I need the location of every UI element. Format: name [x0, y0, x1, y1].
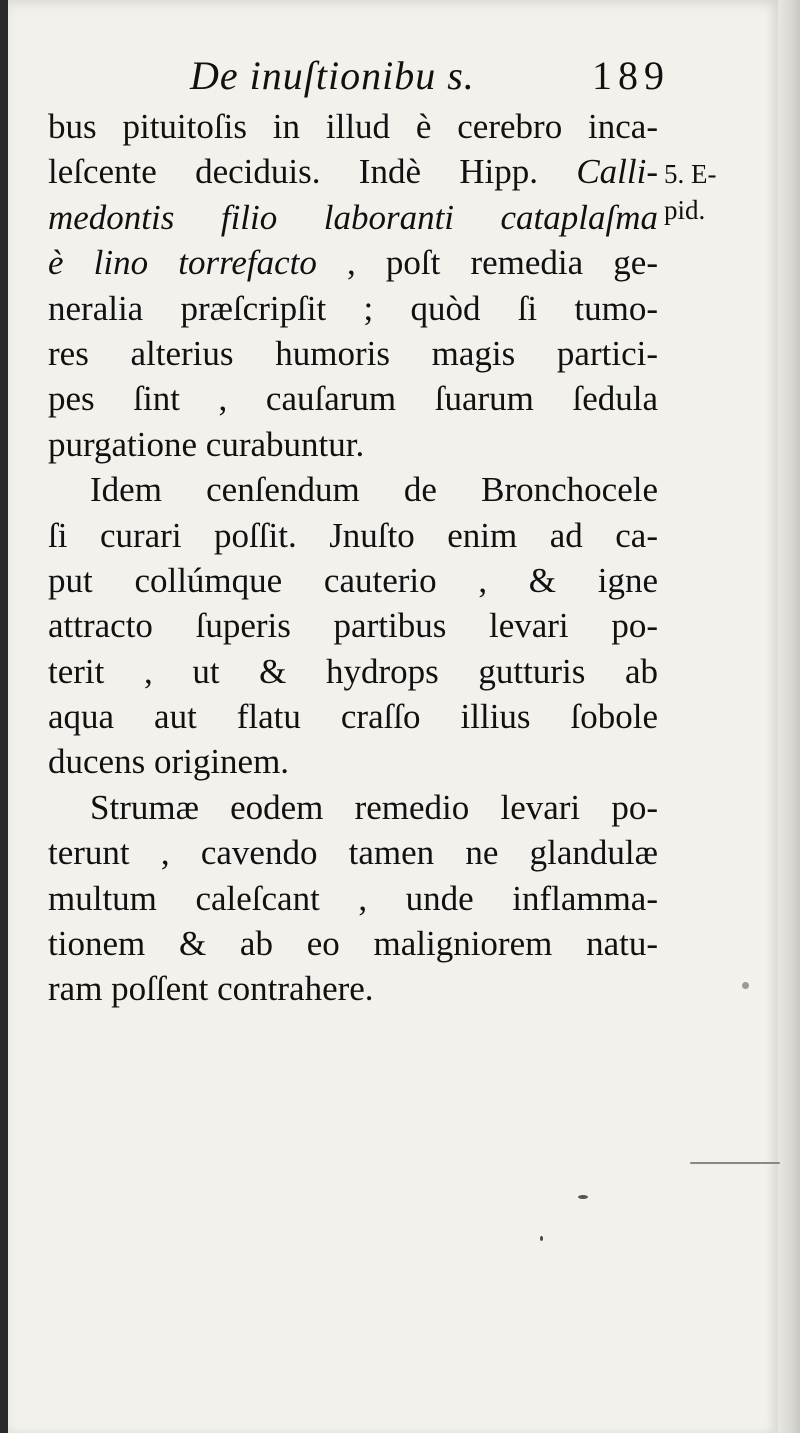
text-line [48, 513, 658, 558]
paper-speck [540, 1236, 543, 1241]
text-segment: terunt , cavendo tamen ne glandulæ [48, 833, 658, 873]
text-segment: ſi curari poſſit. Jnuſto enim ad ca- [48, 515, 658, 555]
text-segment: aqua aut flatu craſſo illius ſobole [48, 697, 658, 737]
text-line [48, 921, 658, 966]
paper-speck [578, 1195, 588, 1199]
body-text [48, 104, 658, 1012]
page-edge [778, 0, 800, 1433]
text-segment: terit , ut & hydrops gutturis ab [48, 651, 658, 691]
text-line [48, 286, 658, 331]
text-segment: Strumæ eodem remedio levari po- [90, 787, 658, 827]
text-line [48, 739, 658, 784]
text-segment: tionem & ab eo maligniorem natu- [48, 924, 658, 964]
text-line [48, 558, 658, 603]
italic-text: è lino torrefacto [48, 243, 317, 283]
text-line [48, 785, 658, 830]
text-segment: multum caleſcant , unde inflamma- [48, 878, 658, 918]
text-line [48, 149, 658, 194]
italic-text: Calli- [576, 152, 658, 192]
text-line [48, 104, 658, 149]
italic-text: medontis filio laboranti cataplaſma [48, 197, 658, 237]
text-line [48, 694, 658, 739]
text-segment: res alterius humoris magis partici- [48, 333, 658, 373]
text-segment: bus pituitoſis in illud è cerebro inca- [48, 107, 658, 146]
text-line [48, 649, 658, 694]
text-segment: leſcente deciduis. Indè Hipp. [48, 152, 577, 192]
text-line [48, 467, 658, 512]
text-line [48, 240, 658, 285]
text-segment: , poſt remedia ge- [316, 243, 658, 283]
text-segment: purgatione curabuntur. [48, 424, 365, 464]
text-segment: ram poſſent contrahere. [48, 969, 374, 1009]
text-line [48, 603, 658, 648]
text-line [48, 876, 658, 921]
marginal-note-line: 5. E- [664, 159, 717, 189]
text-segment: attracto ſuperis partibus levari po- [48, 606, 658, 646]
paper-speck [742, 982, 749, 989]
text-segment: put collúmque cauterio , & igne [48, 560, 658, 600]
marginal-note-line: pid. [664, 195, 706, 225]
text-segment: pes ſint , cauſarum ſuarum ſedula [48, 379, 658, 419]
text-segment: neralia præſcripſit ; quòd ſi tumo- [48, 288, 658, 328]
text-segment: ducens originem. [48, 742, 290, 782]
running-head [190, 52, 670, 102]
marginal-note [664, 156, 724, 228]
running-head-title: De inuſtionibu s. [190, 53, 475, 98]
text-line [48, 830, 658, 875]
text-line [48, 422, 658, 467]
paper-speck [690, 1162, 780, 1164]
text-line [48, 376, 658, 421]
text-segment: Idem cenſendum de Bronchocele [90, 470, 658, 510]
text-line [48, 195, 658, 240]
page-number: 189 [592, 53, 670, 98]
text-line [48, 331, 658, 376]
text-line [48, 966, 658, 1011]
